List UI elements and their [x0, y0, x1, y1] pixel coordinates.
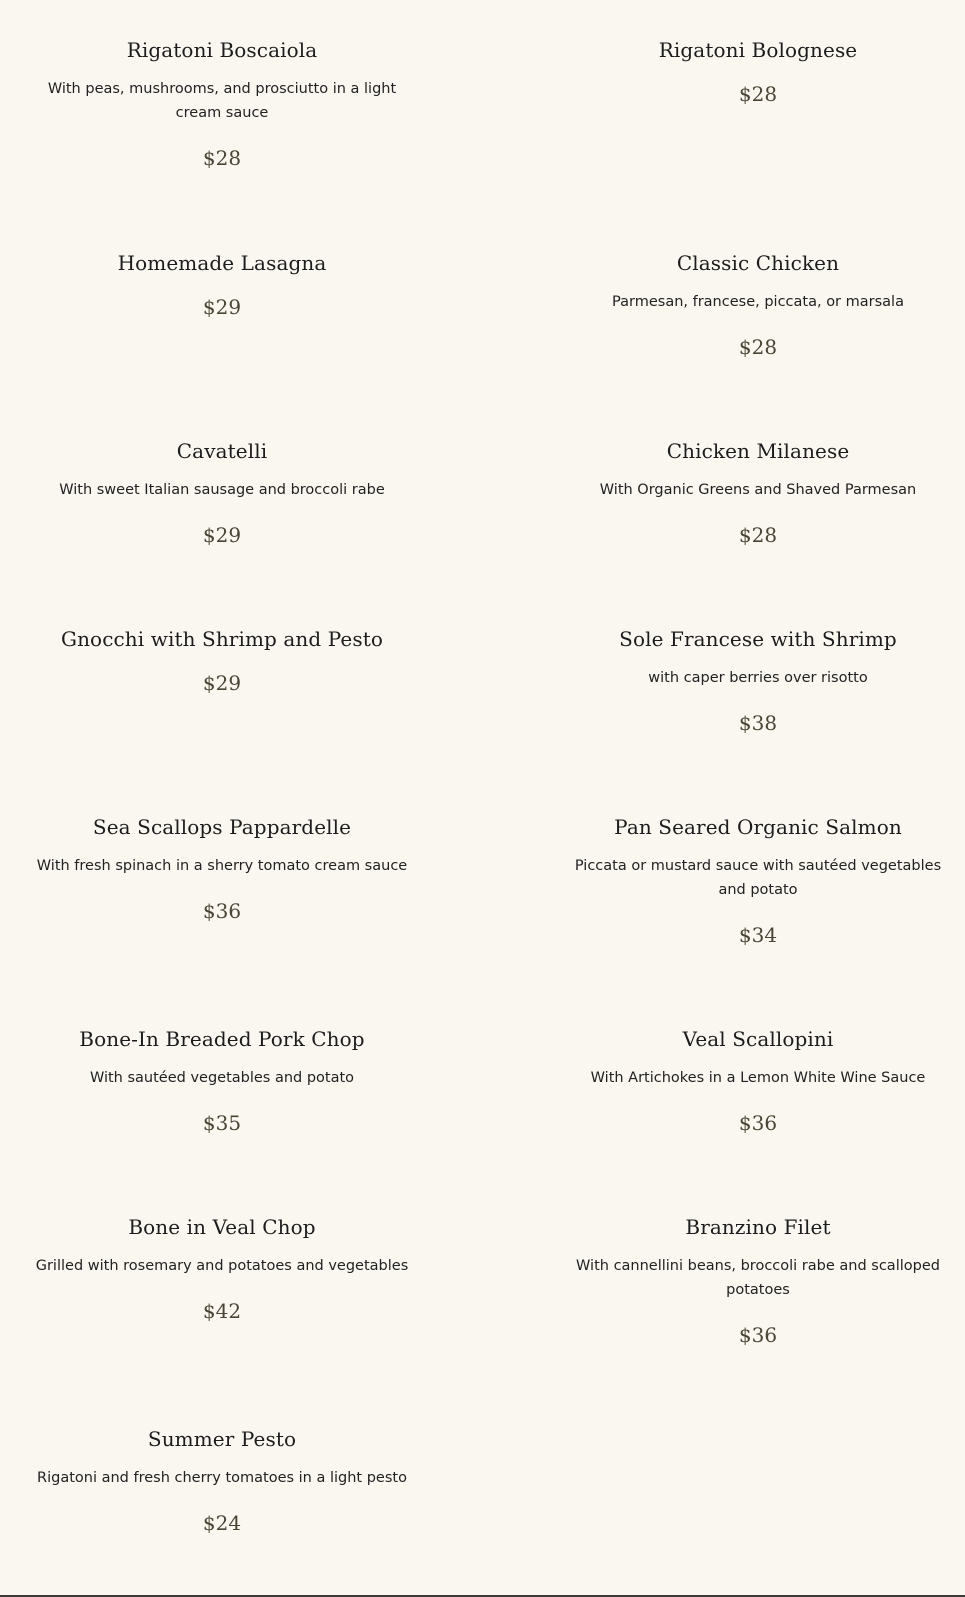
menu-item: [557, 1215, 959, 1347]
menu-item: [557, 38, 959, 106]
menu-item-name: Chicken Milanese: [666, 439, 850, 463]
menu-item-description: With cannellini beans, broccoli rabe and scalloped potatoes: [576, 1258, 940, 1298]
menu-item-description: Piccata or mustard sauce with sautéed vegetables and potato: [574, 858, 942, 898]
menu-item-description: Grilled with rosemary and potatoes and vegetables: [35, 1258, 409, 1274]
menu-item-name: Veal Scallopini: [682, 1027, 834, 1051]
menu-item-name: Sea Scallops Pappardelle: [92, 815, 352, 839]
menu-item-price: $36: [738, 1323, 778, 1347]
menu-item-name: Cavatelli: [176, 439, 268, 463]
menu-item-price: $42: [202, 1299, 242, 1323]
menu-item: [20, 1027, 424, 1135]
menu-item-name: Homemade Lasagna: [117, 251, 327, 275]
menu-item: [557, 251, 959, 359]
menu-item-description: With fresh spinach in a sherry tomato cream sauce: [36, 858, 408, 874]
menu-item-price: $29: [202, 523, 242, 547]
menu-item-price: $34: [738, 923, 778, 947]
menu-item-name: Branzino Filet: [685, 1215, 831, 1239]
menu-item-name: Rigatoni Bolognese: [658, 38, 858, 62]
menu-item-price: $28: [202, 146, 242, 170]
menu-item: [557, 627, 959, 735]
menu-item-price: $35: [202, 1111, 242, 1135]
menu-item-price: $24: [202, 1511, 242, 1535]
menu-item: [20, 627, 424, 695]
menu-item-price: $28: [738, 335, 778, 359]
menu-item-description: With Artichokes in a Lemon White Wine Sauce: [590, 1070, 926, 1086]
menu-item-name: Gnocchi with Shrimp and Pesto: [61, 627, 383, 651]
menu-item-price: $38: [738, 711, 778, 735]
menu-item-name: Summer Pesto: [147, 1427, 297, 1451]
menu-item-price: $29: [202, 295, 242, 319]
menu-item-description: With sweet Italian sausage and broccoli rabe: [59, 482, 385, 498]
menu-item-description: With Organic Greens and Shaved Parmesan: [599, 482, 917, 498]
menu-item: [557, 1027, 959, 1135]
menu-item: [557, 439, 959, 547]
menu-item-description: Parmesan, francese, piccata, or marsala: [612, 294, 904, 310]
menu-item-description: Rigatoni and fresh cherry tomatoes in a light pesto: [37, 1470, 407, 1486]
menu-item-name: Classic Chicken: [676, 251, 840, 275]
menu-item: [20, 1427, 424, 1535]
menu-item-description: With sautéed vegetables and potato: [89, 1070, 355, 1086]
menu-item-price: $36: [202, 899, 242, 923]
menu-item: [20, 38, 424, 170]
menu-item: [557, 815, 959, 947]
menu-item: [20, 439, 424, 547]
menu-item-description: With peas, mushrooms, and prosciutto in a light cream sauce: [47, 81, 397, 121]
menu-item-name: Bone-In Breaded Pork Chop: [79, 1027, 365, 1051]
menu-item: [20, 815, 424, 923]
menu-item-name: Sole Francese with Shrimp: [619, 627, 897, 651]
menu-item: [20, 251, 424, 319]
menu-item-price: $28: [738, 82, 778, 106]
menu-item: [20, 1215, 424, 1323]
menu-item-description: with caper berries over risotto: [648, 670, 868, 686]
menu-item-price: $28: [738, 523, 778, 547]
menu-item-name: Rigatoni Boscaiola: [126, 38, 318, 62]
menu-item-price: $36: [738, 1111, 778, 1135]
menu-item-price: $29: [202, 671, 242, 695]
menu-item-name: Pan Seared Organic Salmon: [614, 815, 902, 839]
menu-item-name: Bone in Veal Chop: [128, 1215, 316, 1239]
